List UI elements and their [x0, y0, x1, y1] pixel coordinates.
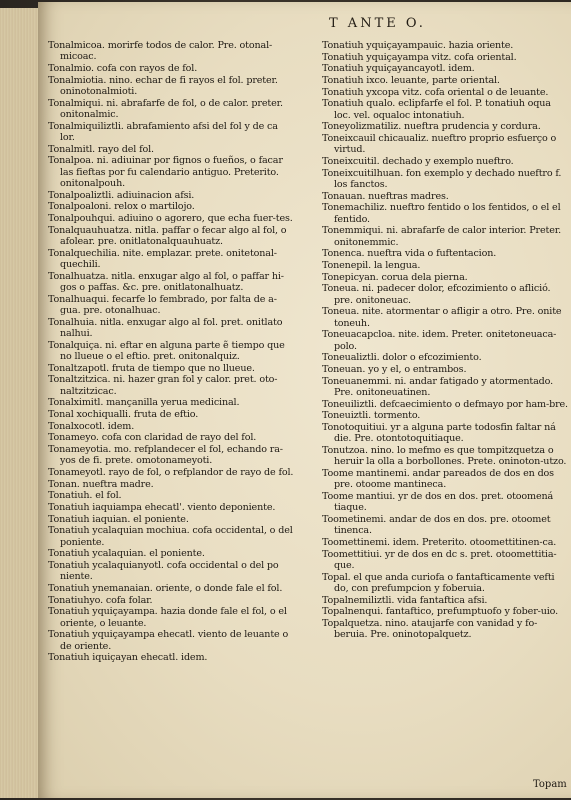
dictionary-entry: Toneuan. yo y el, o entrambos. — [322, 364, 467, 376]
dictionary-entry: Tonalhuaqui. fecarfe lo fembrado, por falta de a-gua. pre. otonalhuac. — [48, 293, 277, 316]
dictionary-entry: Tonemmiqui. ni. abrafarfe de calor interior. Preter. onitonemmic. — [322, 225, 564, 248]
dictionary-entry: Tonatiuh ycalaquianyotl. cofa occidental o del po niente. — [48, 560, 282, 583]
dictionary-entry: Tonutzoa. nino. lo mefmo es que tompitzquetza o heruir la olla a borbollones. Prete. oninoton-utzo. — [322, 445, 567, 468]
dictionary-entry: Toome mantinemi. andar pareados de dos en dos pre. otoome mantineca. — [322, 468, 557, 491]
dictionary-entry: Toneixcuitilhuan. fon exemplo y dechado nueftro f. los fanctos. — [322, 167, 565, 191]
dictionary-entry: Tonatiuh iquiçayan ehecatl. idem. — [48, 652, 208, 664]
dictionary-entry: Tonalpouhqui. adiuino o agorero, que echa fuer-tes. — [48, 212, 293, 224]
dictionary-entry: Tonatiuhyo. cofa folar. — [48, 594, 153, 606]
dictionary-entry: Tonalpoaliztli. adiuinacion afsi. — [48, 189, 195, 201]
dictionary-entry: Tonalpoaloni. relox o martilojo. — [48, 201, 195, 213]
dictionary-entry: Tonalhuatza. nitla. enxugar algo al fol, o paffar hi-gos o paffas. &c. pre. onitlatonalhuatz. — [48, 270, 284, 293]
dictionary-entry: Topalnenqui. fantaftico, prefumptuofo y fober-uio. — [322, 606, 559, 618]
dictionary-entry: Tonalquauhuatza. nitla. paffar o fecar algo al fol, o afolear. pre. onitlatonalquauhuatz. — [48, 224, 290, 247]
dictionary-entry: Tonatiuh yquiçayampa vitz. cofa oriental. — [322, 51, 517, 63]
dictionary-entry: Toometinemi. andar de dos en dos. pre. otoomet tinenca. — [322, 514, 554, 537]
dictionary-entry: Tonalmiquiliztli. abrafamiento afsi del fol y de ca lor. — [48, 120, 281, 143]
dictionary-entry: Toome mantiui. yr de dos en dos. pret. otoomená tiaque. — [322, 491, 557, 514]
dictionary-entry: Tonalmicoa. morirfe todos de calor. Pre. otonal-micoac. — [48, 40, 273, 63]
dictionary-entry: Tonatiuh yquiçayampa. hazia donde fale el fol, o el oriente, o leuante. — [48, 606, 290, 629]
dictionary-entry: Tonepicyan. corua dela pierna. — [322, 271, 468, 283]
dictionary-entry: Tonalxocotl. idem. — [48, 420, 135, 432]
dictionary-entry: Tonemachiliz. nueftro fentido o los fentidos, o el el fentido. — [322, 202, 564, 225]
dictionary-entry: Tonatiuh iaquiampa ehecatl'. viento deponiente. — [48, 502, 276, 514]
dictionary-entry: Tonatiuh yquiçayancayotl. idem. — [322, 63, 475, 75]
catchword: Topam — [533, 779, 567, 790]
dictionary-entry: Toneua. ni. padecer dolor, efcozimiento o aflició. pre. onitoneuac. — [322, 283, 554, 306]
dictionary-entry: Tonalximitl. mançanilla yerua medicinal. — [48, 397, 240, 409]
dictionary-entry: Topalnemiliztli. vida fantaftica afsi. — [322, 594, 488, 606]
dictionary-entry: Tonalhuia. nitla. enxugar algo al fol. pret. onitlato nalhui. — [48, 316, 286, 339]
dictionary-entry: Tonauan. nueftras madres. — [322, 190, 449, 202]
dictionary-entry: Tonaltzapotl. fruta de tiempo que no llueue. — [48, 362, 255, 374]
dictionary-entry: Tonaltzitzica. ni. hazer gran fol y calor. pret. oto-naltzitzicac. — [48, 374, 278, 397]
dictionary-entry: Topalquetza. nino. ataujarfe con vanidad y fo-beruia. Pre. oninotopalquetz. — [322, 618, 538, 641]
dictionary-entry: Tonenca. nueftra vida o fuftentacion. — [322, 248, 497, 260]
dictionary-entry: Tonatiuh yquiçayampauic. hazia oriente. — [322, 40, 514, 51]
dictionary-page — [38, 2, 571, 798]
dictionary-entry: Tonatiuh yquiçayampa ehecatl. viento de leuante o de oriente. — [48, 629, 291, 652]
dictionary-entry: Toneyolizmatiliz. nueftra prudencia y cordura. — [322, 121, 541, 133]
dictionary-entry: Toneuiliztli. defcaecimiento o defmayo por ham-bre. — [322, 398, 568, 410]
dictionary-entry: Tonalquechilia. nite. emplazar. prete. onitetonal-quechili. — [48, 247, 277, 270]
dictionary-entry: Tonalmiotia. nino. echar de fi rayos el fol. preter. oninotonalmioti. — [48, 74, 281, 97]
dictionary-entry: Tonatiuh yxcopa vitz. cofa oriental o de leuante. — [322, 86, 549, 98]
dictionary-entry: Topal. el que anda curiofa o fantafticamente vefti do, con prefumpcion y foberuia. — [322, 571, 558, 595]
dictionary-entry: Tonalmiqui. ni. abrafarfe de fol, o de calor. preter. onitonalmic. — [48, 97, 286, 120]
right-column — [322, 40, 568, 641]
dictionary-entry: Toneixcauil chicaualiz. nueftro proprio esfuerço o virtud. — [322, 133, 560, 156]
dictionary-entry: Toomettinemi. idem. Preterito. otoomettitinen-ca. — [322, 537, 557, 549]
dictionary-entry: Tonal xochiqualli. fruta de eftio. — [48, 408, 199, 420]
dictionary-entry: Tonan. nueftra madre. — [48, 478, 154, 490]
dictionary-entry: Toneixcuitil. dechado y exemplo nueftro. — [322, 156, 514, 168]
dictionary-entry: Tonotoquitiui. yr a alguna parte todosfin faltar ná die. Pre. otontotoquitiaque. — [322, 422, 559, 445]
running-head: T ANTE O. — [329, 16, 426, 31]
dictionary-entry: Tonatiuh. el fol. — [48, 490, 122, 502]
dictionary-entry: Toneuiztli. tormento. — [322, 410, 421, 422]
dictionary-entry: Tonalquiça. ni. eftar en alguna parte ẽ tiempo que no llueue o el eftio. pret. onitonalquiz. — [48, 339, 288, 362]
dictionary-entry: Toneuacapcloa. nite. idem. Preter. onitetoneuaca-polo. — [322, 329, 557, 352]
dictionary-entry: Tonatiuh ycalaquian. el poniente. — [48, 548, 205, 560]
dictionary-entry: Tonenepil. la lengua. — [322, 260, 421, 272]
dictionary-entry: Toneualiztli. dolor o efcozimiento. — [322, 352, 482, 364]
dictionary-entry: Toneuanemmi. ni. andar fatigado y atormentado. Pre. onitoneuatinen. — [322, 375, 556, 399]
dictionary-entry: Toneua. nite. atormentar o afligir a otro. Pre. onite toneuh. — [322, 306, 565, 329]
dictionary-entry: Tonalmitl. rayo del fol. — [48, 143, 154, 155]
dictionary-entry: Toomettitiui. yr de dos en dc s. pret. otoomettitia-que. — [322, 548, 557, 572]
page-edges — [0, 8, 42, 798]
dictionary-entry: Tonatiuh iaquian. el poniente. — [48, 513, 189, 525]
dictionary-entry: Tonatiuh ixco. leuante, parte oriental. — [322, 75, 500, 87]
dictionary-entry: Tonalmio. cofa con rayos de fol. — [48, 62, 198, 74]
dictionary-entry: Tonatiuh qualo. eclipfarfe el fol. P. tonatiuh oqua loc. vel. oqualoc intonatiuh. — [322, 98, 554, 121]
dictionary-entry: Tonatiuh ynemanaian. oriente, o donde fale el fol. — [48, 583, 283, 595]
dictionary-entry: Tonatiuh ycalaquian mochiua. cofa occidental, o del poniente. — [48, 525, 296, 548]
dictionary-entry: Tonameyotia. mo. refplandecer el fol, echando ra-yos de fi. prete. omotonameyoti. — [48, 443, 283, 467]
dictionary-entry: Tonameyo. cofa con claridad de rayo del fol. — [48, 432, 257, 444]
left-column — [48, 40, 294, 664]
dictionary-entry: Tonameyotl. rayo de fol, o refplandor de rayo de fol. — [48, 466, 294, 478]
dictionary-entry: Tonalpoa. ni. adiuinar por fignos o fueños, o facar las fieftas por fu calendario antiguo. Preterito. onitonalpouh. — [48, 155, 286, 189]
